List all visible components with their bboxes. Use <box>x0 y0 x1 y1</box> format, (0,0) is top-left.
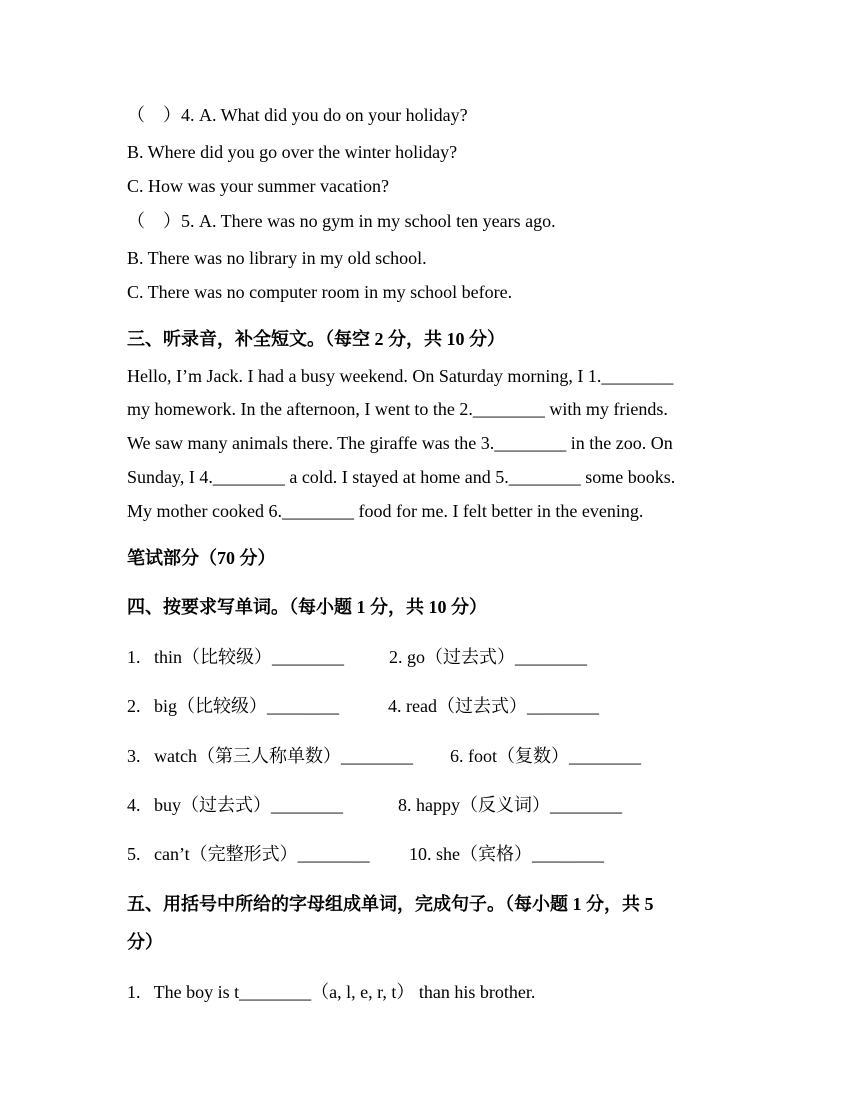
section-5-item-1: 1. The boy is t________（a, l, e, r, t） than his brother. <box>127 982 536 1002</box>
passage-line: We saw many animals there. The giraffe was the 3.________ in the zoo. On <box>127 433 673 453</box>
word-item: 2. go（过去式）________ <box>389 647 587 667</box>
question-4-option-b: B. Where did you go over the winter holiday? <box>127 142 458 162</box>
word-item: 6. foot（复数）________ <box>450 746 641 766</box>
passage-line: Hello, I’m Jack. I had a busy weekend. On Saturday morning, I 1.________ <box>127 366 674 386</box>
section-5-heading: 五、用括号中所给的字母组成单词，完成句子。（每小题 1 分，共 5 <box>127 894 654 914</box>
word-item: 1. thin（比较级）________ <box>127 647 345 667</box>
word-item: 3. watch（第三人称单数）________ <box>127 746 413 766</box>
question-4-option-c: C. How was your summer vacation? <box>127 176 389 196</box>
word-item: 10. she（宾格）________ <box>409 844 604 864</box>
section-3-heading: 三、听录音，补全短文。（每空 2 分，共 10 分） <box>127 329 505 349</box>
question-5-option-c: C. There was no computer room in my school before. <box>127 282 513 302</box>
section-5-heading-continued: 分） <box>127 932 163 952</box>
word-item: 8. happy（反义词）________ <box>398 795 622 815</box>
passage-line: My mother cooked 6.________ food for me. I felt better in the evening. <box>127 501 644 521</box>
question-5-option-b: B. There was no library in my old school. <box>127 248 427 268</box>
passage-line: Sunday, I 4.________ a cold. I stayed at home and 5.________ some books. <box>127 467 676 487</box>
question-4-option-a: （ ）4. A. What did you do on your holiday? <box>127 105 468 125</box>
word-item: 5. can’t（完整形式）________ <box>127 844 370 864</box>
question-5-option-a: （ ）5. A. There was no gym in my school ten years ago. <box>127 211 556 231</box>
passage-line: my homework. In the afternoon, I went to the 2.________ with my friends. <box>127 399 668 419</box>
written-part-heading: 笔试部分（70 分） <box>127 548 276 568</box>
word-item: 4. buy（过去式）________ <box>127 795 343 815</box>
word-item: 4. read（过去式）________ <box>388 696 599 716</box>
section-4-heading: 四、按要求写单词。（每小题 1 分，共 10 分） <box>127 597 487 617</box>
word-item: 2. big（比较级）________ <box>127 696 340 716</box>
